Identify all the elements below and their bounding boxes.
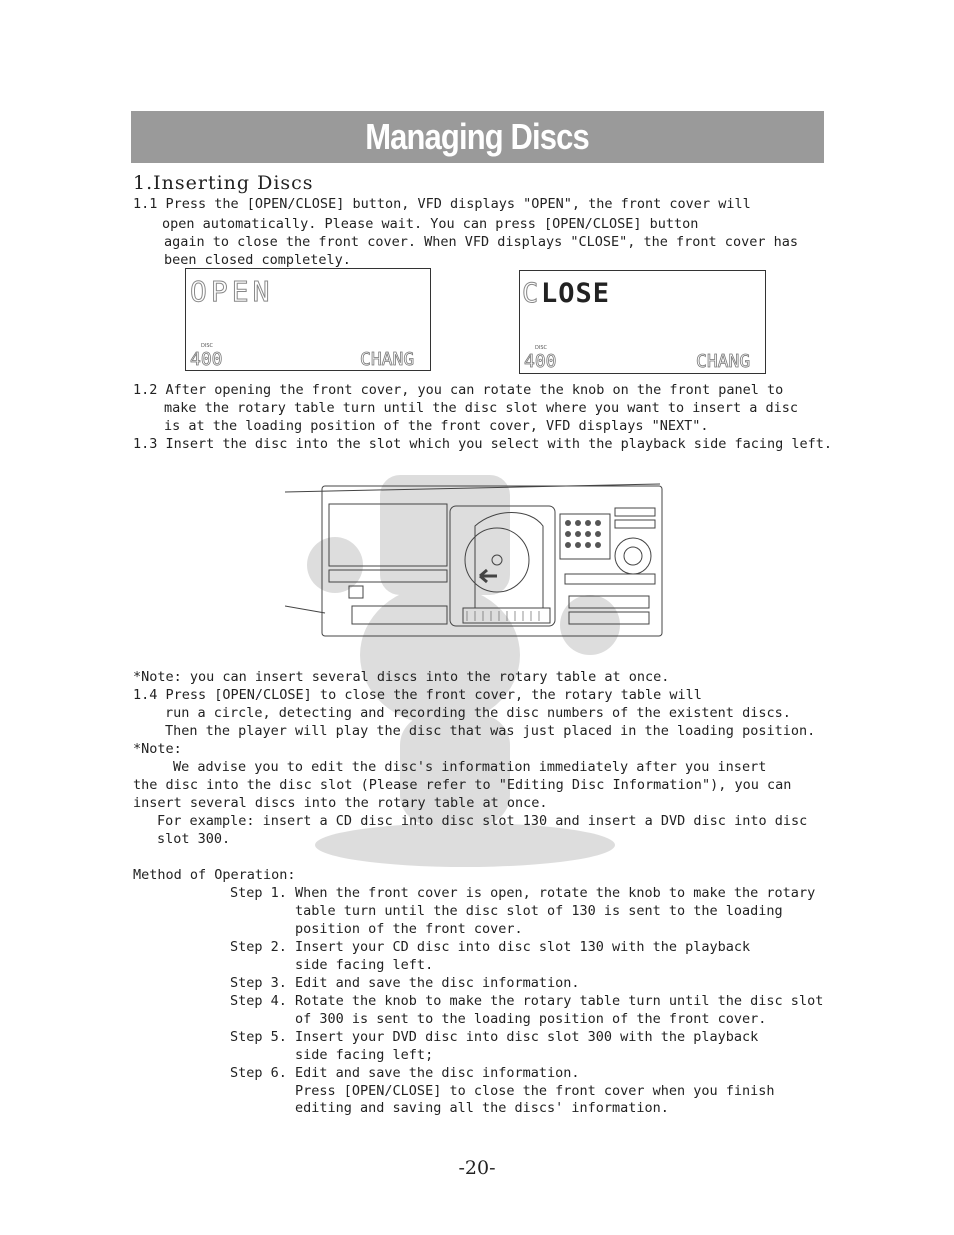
vfd-disc-label: DISC: [201, 343, 213, 349]
text-line: insert several discs into the rotary table at once.: [133, 795, 548, 811]
text-line: run a circle, detecting and recording the disc numbers of the existent discs.: [165, 705, 791, 721]
step-line: side facing left;: [230, 1047, 434, 1063]
vfd-open-display: [185, 268, 431, 371]
text-line: slot 300.: [157, 831, 231, 847]
text-line: been closed completely.: [164, 252, 351, 268]
step-line: Step 1. When the front cover is open, rotate the knob to make the rotary: [230, 885, 816, 901]
text-line: *Note:: [133, 741, 182, 757]
disc-changer-illustration: [285, 478, 670, 653]
step-line: Press [OPEN/CLOSE] to close the front cover when you finish: [230, 1083, 775, 1099]
text-line: 1.3 Insert the disc into the slot which you select with the playback side facing left.: [133, 436, 832, 452]
step-line: side facing left.: [230, 957, 434, 973]
text-line: make the rotary table turn until the disc slot where you want to insert a disc: [164, 400, 798, 416]
vfd-chang-text: CHANG: [696, 351, 751, 372]
text-line: is at the loading position of the front cover, VFD displays "NEXT".: [164, 418, 709, 434]
vfd-disc-number: 400: [524, 351, 557, 372]
step-line: of 300 is sent to the loading position of the front cover.: [230, 1011, 767, 1027]
text-line: Then the player will play the disc that was just placed in the loading position.: [165, 723, 816, 739]
step-line: Step 3. Edit and save the disc information.: [230, 975, 580, 991]
vfd-close-first: C: [522, 278, 539, 309]
vfd-open-main: OPEN: [190, 275, 274, 308]
text-line: 1.1 Press the [OPEN/CLOSE] button, VFD displays "OPEN", the front cover will: [133, 196, 751, 212]
vfd-disc-number: 400: [190, 349, 223, 370]
text-line: open automatically. Please wait. You can press [OPEN/CLOSE] button: [162, 216, 699, 232]
title-banner: [131, 111, 824, 163]
step-line: Step 5. Insert your DVD disc into disc slot 300 with the playback: [230, 1029, 759, 1045]
page-title: Managing Discs: [365, 116, 590, 157]
step-line: position of the front cover.: [230, 921, 523, 937]
page-number: -20-: [458, 1157, 496, 1179]
step-line: Step 4. Rotate the knob to make the rotary table turn until the disc slot: [230, 993, 824, 1009]
text-line: again to close the front cover. When VFD displays "CLOSE", the front cover has: [164, 234, 798, 250]
text-line: *Note: you can insert several discs into the rotary table at once.: [133, 669, 670, 685]
vfd-chang-text: CHANG: [360, 349, 415, 370]
step-line: editing and saving all the discs' information.: [230, 1100, 669, 1116]
method-label: Method of Operation:: [133, 867, 296, 883]
step-line: Step 2. Insert your CD disc into disc slot 130 with the playback: [230, 939, 751, 955]
section-heading: 1.Inserting Discs: [133, 172, 314, 194]
text-line: 1.4 Press [OPEN/CLOSE] to close the front cover, the rotary table will: [133, 687, 702, 703]
text-line: the disc into the disc slot (Please refer to "Editing Disc Information"), you can: [133, 777, 792, 793]
text-line: We advise you to edit the disc's information immediately after you insert: [173, 759, 767, 775]
text-line: For example: insert a CD disc into disc slot 130 and insert a DVD disc into disc: [157, 813, 808, 829]
step-line: table turn until the disc slot of 130 is sent to the loading: [230, 903, 783, 919]
text-line: 1.2 After opening the front cover, you can rotate the knob on the front panel to: [133, 382, 784, 398]
vfd-close-main: LOSE: [541, 278, 611, 309]
vfd-close-display: [519, 270, 766, 374]
step-line: Step 6. Edit and save the disc information.: [230, 1065, 580, 1081]
vfd-disc-label: DISC: [535, 345, 547, 351]
